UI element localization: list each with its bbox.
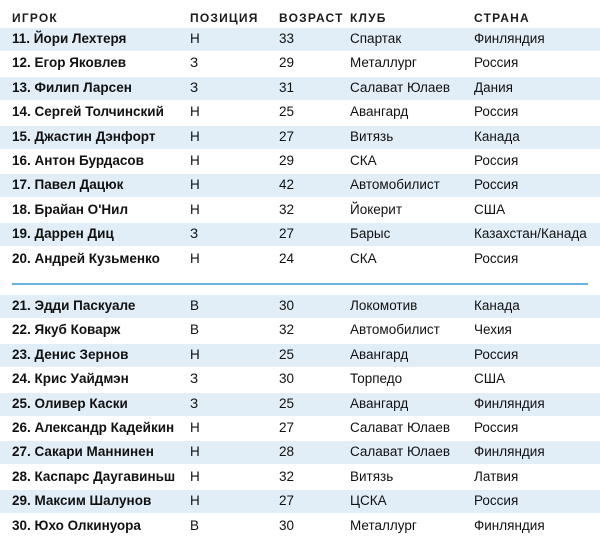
country-cell: США <box>474 371 506 387</box>
club-cell: Торпедо <box>350 371 403 387</box>
position-cell: Н <box>190 493 200 509</box>
club-cell: Спартак <box>350 31 402 46</box>
club-cell: Авангард <box>350 346 409 362</box>
player-name-cell: 28. Каспарс Даугавиньш <box>12 468 176 484</box>
country-cell: Россия <box>474 55 519 71</box>
club-cell: СКА <box>350 153 377 168</box>
club-cell: Авангард <box>350 395 409 411</box>
age-cell: 32 <box>279 468 295 484</box>
country-cell: Латвия <box>474 468 519 484</box>
position-cell: З <box>190 55 199 71</box>
player-name-cell: 13. Филип Ларсен <box>12 79 132 95</box>
position-cell: З <box>190 226 199 242</box>
player-name-cell: 22. Якуб Коварж <box>12 322 121 338</box>
player-name-cell: 27. Сакари Маннинен <box>12 444 154 460</box>
table-row <box>0 126 600 149</box>
table-row <box>0 52 600 75</box>
club-cell: Барыс <box>350 226 391 242</box>
country-cell: Дания <box>474 79 513 95</box>
position-cell: В <box>190 517 200 533</box>
club-cell: Локомотив <box>350 298 418 313</box>
age-cell: 27 <box>279 420 295 435</box>
club-cell: Витязь <box>350 128 394 144</box>
table-row <box>0 344 600 367</box>
position-cell: Н <box>190 420 200 435</box>
player-name-cell: 12. Егор Яковлев <box>12 55 127 71</box>
age-cell: 30 <box>279 371 295 387</box>
club-cell: Металлург <box>350 55 417 71</box>
player-name-cell: 26. Александр Кадейкин <box>12 420 175 435</box>
club-cell: Салават Юлаев <box>350 444 451 460</box>
player-name-cell: 23. Денис Зернов <box>12 346 129 362</box>
player-name-cell: 21. Эдди Паскуале <box>12 298 136 313</box>
country-cell: Финляндия <box>474 31 545 46</box>
country-cell: Финляндия <box>474 395 545 411</box>
position-cell: Н <box>190 128 200 144</box>
club-cell: Салават Юлаев <box>350 420 451 435</box>
country-cell: Россия <box>474 177 519 193</box>
table-row <box>0 199 600 222</box>
age-cell: 27 <box>279 128 295 144</box>
position-cell: В <box>190 298 200 313</box>
country-cell: Россия <box>474 104 519 120</box>
age-cell: 27 <box>279 493 295 509</box>
age-cell: 25 <box>279 104 295 120</box>
table-header <box>0 0 600 28</box>
table-row <box>0 248 600 271</box>
club-cell: СКА <box>350 250 377 266</box>
age-cell: 25 <box>279 346 295 362</box>
table-row <box>0 490 600 513</box>
age-cell: 33 <box>279 31 295 46</box>
country-cell: Россия <box>474 250 519 266</box>
age-cell: 27 <box>279 226 295 242</box>
club-cell: Авангард <box>350 104 409 120</box>
player-name-cell: 16. Антон Бурдасов <box>12 153 144 168</box>
position-cell: Н <box>190 153 200 168</box>
table-row <box>0 101 600 124</box>
age-cell: 32 <box>279 201 295 217</box>
age-cell: 24 <box>279 250 295 266</box>
table-row <box>0 417 600 440</box>
country-cell: Россия <box>474 493 519 509</box>
club-cell: Автомобилист <box>350 177 440 193</box>
country-cell: Россия <box>474 346 519 362</box>
player-name-cell: 11. Йори Лехтеря <box>12 31 127 46</box>
player-name-cell: 30. Юхо Олкинуора <box>12 517 141 533</box>
club-cell: ЦСКА <box>350 493 387 509</box>
country-cell: Финляндия <box>474 517 545 533</box>
country-cell: Чехия <box>474 322 512 338</box>
country-cell: Россия <box>474 153 519 168</box>
header-position: ПОЗИЦИЯ <box>190 11 259 25</box>
player-name-cell: 19. Даррен Диц <box>12 226 114 242</box>
country-cell: Канада <box>474 128 520 144</box>
position-cell: З <box>190 371 199 387</box>
club-cell: Автомобилист <box>350 322 440 338</box>
table-row <box>0 174 600 197</box>
age-cell: 30 <box>279 298 295 313</box>
header-player: ИГРОК <box>12 11 58 25</box>
table-row <box>0 515 600 538</box>
player-name-cell: 14. Сергей Толчинский <box>12 104 164 120</box>
country-cell: Казахстан/Канада <box>474 226 587 242</box>
table-row <box>0 393 600 416</box>
position-cell: Н <box>190 250 200 266</box>
position-cell: Н <box>190 177 200 193</box>
age-cell: 28 <box>279 444 295 460</box>
table-row <box>0 466 600 489</box>
player-name-cell: 29. Максим Шалунов <box>12 493 152 509</box>
table-row <box>0 223 600 246</box>
position-cell: Н <box>190 444 200 460</box>
position-cell: Н <box>190 346 200 362</box>
position-cell: З <box>190 395 199 411</box>
age-cell: 31 <box>279 79 295 95</box>
table-row <box>0 150 600 173</box>
table-row <box>0 368 600 391</box>
country-cell: Финляндия <box>474 444 545 460</box>
club-cell: Йокерит <box>350 201 403 217</box>
country-cell: Россия <box>474 420 519 435</box>
group-divider <box>12 283 588 285</box>
table-row <box>0 319 600 342</box>
age-cell: 32 <box>279 322 295 338</box>
position-cell: Н <box>190 31 200 46</box>
age-cell: 30 <box>279 517 295 533</box>
table-row <box>0 295 600 318</box>
position-cell: В <box>190 322 200 338</box>
club-cell: Металлург <box>350 517 417 533</box>
header-country: СТРАНА <box>474 11 530 25</box>
club-cell: Витязь <box>350 468 394 484</box>
position-cell: Н <box>190 468 200 484</box>
position-cell: З <box>190 79 199 95</box>
player-name-cell: 17. Павел Дацюк <box>12 177 124 193</box>
position-cell: Н <box>190 104 200 120</box>
table-row <box>0 441 600 464</box>
header-age: ВОЗРАСТ <box>279 11 344 25</box>
player-name-cell: 20. Андрей Кузьменко <box>12 250 160 266</box>
header-club: КЛУБ <box>350 11 387 25</box>
player-name-cell: 25. Оливер Каски <box>12 395 128 411</box>
player-name-cell: 24. Крис Уайдмэн <box>12 371 129 387</box>
club-cell: Салават Юлаев <box>350 79 451 95</box>
age-cell: 29 <box>279 55 295 71</box>
country-cell: Канада <box>474 298 520 313</box>
age-cell: 42 <box>279 177 295 193</box>
table-row <box>0 28 600 51</box>
table-row <box>0 77 600 100</box>
position-cell: Н <box>190 201 200 217</box>
player-name-cell: 15. Джастин Дэнфорт <box>12 128 156 144</box>
age-cell: 29 <box>279 153 295 168</box>
player-name-cell: 18. Брайан О'Нил <box>12 201 129 217</box>
age-cell: 25 <box>279 395 295 411</box>
country-cell: США <box>474 201 506 217</box>
